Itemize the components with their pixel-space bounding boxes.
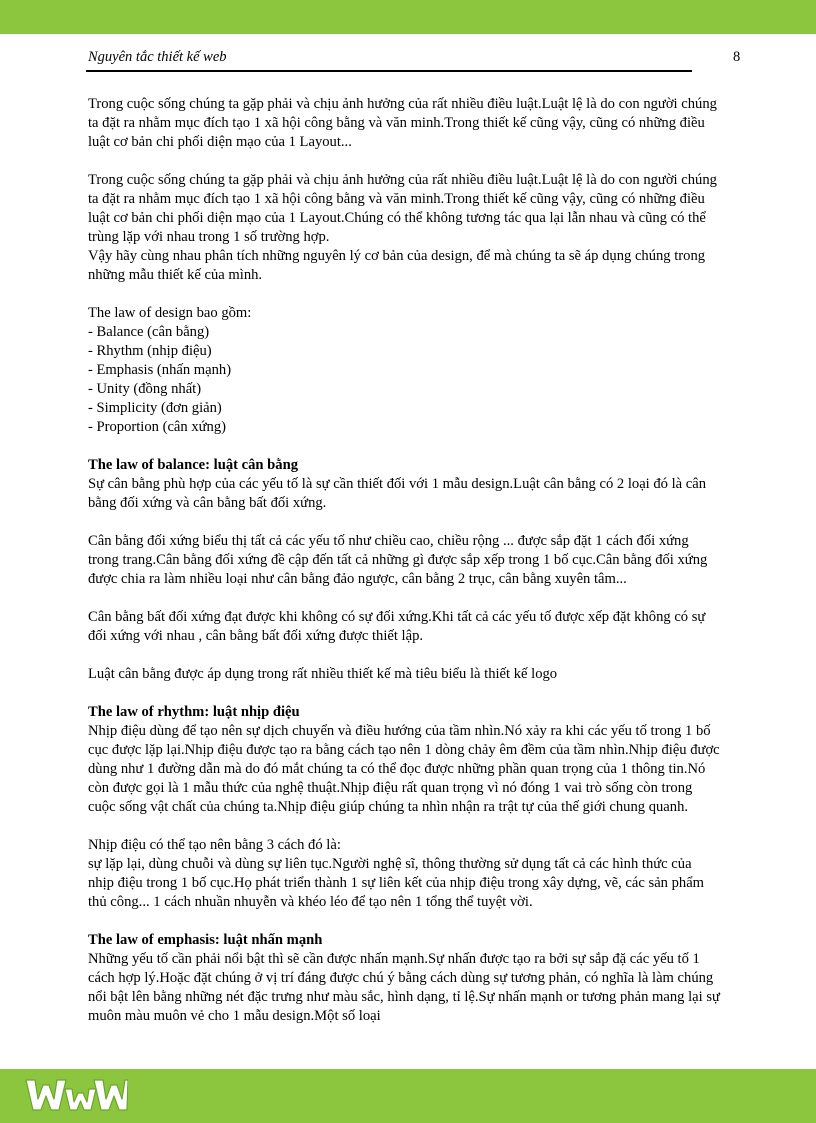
list-item: - Simplicity (đơn giản) — [88, 400, 222, 416]
document-body — [88, 95, 720, 1026]
www-logo-graphic — [24, 1075, 128, 1115]
laws-intro: The law of design bao gồm: — [88, 305, 252, 321]
header-title: Nguyên tắc thiết kế web — [88, 49, 227, 65]
intro-paragraph-2a: Trong cuộc sống chúng ta gặp phải và chịu ảnh hưởng của rất nhiều điều luật.Luật lệ là do con người chúng ta đặt ra nhằm mục đích tạo 1 xã hội công bằng và văn minh.Trong thiết kế cũng vậy, cũng có những điều luật cơ bản chi phối diện mạo của 1 Layout.Chúng có thể không tương tác qua lại lẫn nhau và cũng có thể trùng lặp với nhau trong 1 số trường hợp. — [88, 172, 717, 245]
top-green-band — [0, 0, 816, 34]
balance-paragraph-1: Sự cân bằng phù hợp của các yếu tố là sự cần thiết đối với 1 mẫu design.Luật cân bằng có 2 loại đó là cân bằng đối xứng và cân bằng bất đối xứng. — [88, 476, 707, 511]
balance-heading: The law of balance: luật cân bằng — [88, 457, 299, 473]
list-item: - Proportion (cân xứng) — [88, 419, 227, 435]
emphasis-paragraph-1: Những yếu tố cần phải nổi bật thì sẽ cần được nhấn mạnh.Sự nhấn được tạo ra bởi sự sắp đặ các yếu tố 1 cách hợp lý.Hoặc đặt chúng ở vị trí đáng được chú ý bằng cách dùng sự tương phản, có nghĩa là làm chúng nổi bật lên bằng những nét đặc trưng như màu sắc, hình dạng, tỉ lệ.Sự nhấn mạnh or tương phản mang lại sự muôn màu muôn vẻ cho 1 mẫu design.Một số loại — [88, 951, 720, 1024]
rhythm-paragraph-2a: Nhịp điệu có thể tạo nên bằng 3 cách đó là: — [88, 837, 341, 853]
header-rule — [86, 70, 692, 72]
laws-list — [88, 323, 720, 437]
intro-paragraph-1: Trong cuộc sống chúng ta gặp phải và chịu ảnh hưởng của rất nhiều điều luật.Luật lệ là do con người chúng ta đặt ra nhằm mục đích tạo 1 xã hội công bằng và văn minh.Trong thiết kế cũng vậy, cũng có những điều luật cơ bản chi phối diện mạo của 1 Layout... — [88, 96, 717, 150]
page-number: 8 — [733, 49, 741, 65]
balance-paragraph-2: Cân bằng đối xứng biểu thị tất cả các yếu tố như chiều cao, chiều rộng ... được sắp đặt 1 cách đối xứng trong trang.Cân bằng đối xứng đề cập đến tất cả những gì được sắp xếp trong 1 bố cục.Cân bằng đối xứng được chia ra làm nhiều loại như cân bằng đảo ngược, cân bằng 2 trục, cân bằng xuyên tâm... — [88, 533, 708, 587]
rhythm-paragraph-2b: sự lặp lại, dùng chuỗi và dùng sự liên tục.Người nghệ sĩ, thông thường sử dụng tất cả các hình thức của nhịp điệu trong 1 bố cục.Họ phát triển thành 1 sự liên kết của nhịp điệu trong xây dựng, vẽ, các sản phẩm thủ công... 1 cách nhuần nhuyễn và khéo léo để tạo nên 1 tổng thể tuyệt vời. — [88, 856, 705, 910]
list-item: - Balance (cân bằng) — [88, 324, 210, 340]
list-item: - Rhythm (nhịp điệu) — [88, 343, 212, 359]
list-item: - Emphasis (nhấn mạnh) — [88, 362, 232, 378]
balance-paragraph-3: Cân bằng bất đối xứng đạt được khi không có sự đối xứng.Khi tất cả các yếu tố được xếp đặt không có sự đối xứng với nhau , cân bằng bất đối xứng được thiết lập. — [88, 609, 706, 644]
list-item: - Unity (đồng nhất) — [88, 381, 202, 397]
balance-paragraph-4: Luật cân bằng được áp dụng trong rất nhiều thiết kế mà tiêu biểu là thiết kế logo — [88, 666, 558, 682]
top-band-graphic — [0, 0, 816, 34]
intro-paragraph-2b: Vậy hãy cùng nhau phân tích những nguyên lý cơ bản của design, để mà chúng ta sẽ áp dụng chúng trong những mẫu thiết kế của mình. — [88, 248, 706, 283]
www-logo — [24, 1075, 128, 1120]
rhythm-paragraph-1: Nhịp điệu dùng để tạo nên sự dịch chuyển và điều hướng của tầm nhìn.Nó xảy ra khi các yếu tố trong 1 bố cục được lặp lại.Nhịp điệu được tạo ra bằng cách tạo nên 1 dòng chảy êm đềm của tầm nhìn.Nhịp điệu được dùng như 1 đường dẫn mà do đó mắt chúng ta có thể đọc được những phần quan trọng của 1 thông tin.Nó còn được gọi là 1 mẫu thức của nghệ thuật.Nhịp điệu rất quan trọng vì nó đóng 1 vai trò sống còn trong cuộc sống vật chất của chúng ta.Nhịp điệu giúp chúng ta nhìn nhận ra trật tự của thế giới chung quanh. — [88, 723, 720, 815]
rhythm-heading: The law of rhythm: luật nhịp điệu — [88, 704, 300, 720]
emphasis-heading: The law of emphasis: luật nhấn mạnh — [88, 932, 323, 948]
